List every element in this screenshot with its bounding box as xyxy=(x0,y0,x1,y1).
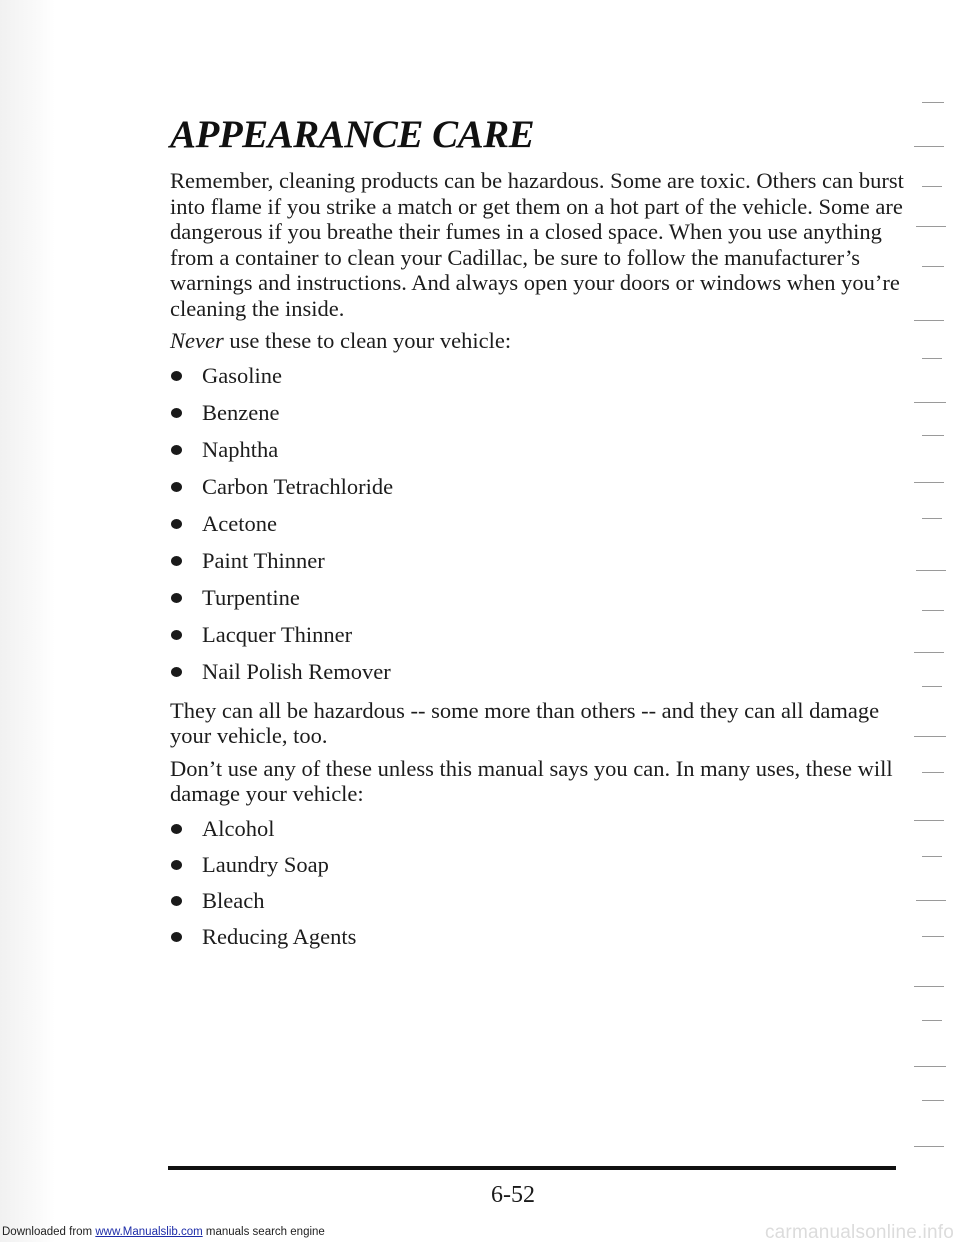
margin-mark xyxy=(914,402,946,403)
list-item-text: Carbon Tetrachloride xyxy=(202,473,394,499)
margin-mark xyxy=(922,435,944,436)
never-use-text: use these to clean your vehicle: xyxy=(223,328,512,353)
margin-mark xyxy=(922,936,944,937)
list-item-text: Paint Thinner xyxy=(202,547,325,573)
list-item xyxy=(170,472,910,509)
list-item xyxy=(170,509,910,546)
bullet-icon xyxy=(171,371,182,381)
margin-mark xyxy=(916,900,946,901)
list-item xyxy=(170,361,910,398)
list-item-text: Naphtha xyxy=(202,436,279,462)
bullet-icon xyxy=(171,593,182,603)
list-item xyxy=(170,657,910,694)
list-item-text: Lacquer Thinner xyxy=(202,621,353,647)
bullet-icon xyxy=(171,667,182,677)
list-item-text: Gasoline xyxy=(202,362,282,388)
scan-edge-shadow xyxy=(0,0,55,1242)
margin-mark xyxy=(922,358,942,359)
margin-mark xyxy=(916,570,946,571)
margin-mark xyxy=(914,986,944,987)
margin-mark xyxy=(914,146,944,147)
list-item xyxy=(170,814,910,850)
margin-mark xyxy=(922,686,942,687)
bullet-icon xyxy=(171,860,182,870)
margin-tick-marks xyxy=(908,90,953,1170)
margin-mark xyxy=(922,266,944,267)
list-item-text: Nail Polish Remover xyxy=(202,658,391,684)
never-emphasis: Never xyxy=(170,328,224,353)
margin-mark xyxy=(914,1146,944,1147)
list-item xyxy=(170,546,910,583)
list-item-text: Benzene xyxy=(202,399,280,425)
never-use-lead-in xyxy=(170,328,910,354)
bullet-icon xyxy=(171,824,182,834)
bullet-icon xyxy=(171,556,182,566)
margin-mark xyxy=(916,226,946,227)
bullet-icon xyxy=(171,445,182,455)
hazard-paragraph: They can all be hazardous -- some more than others -- and they can all damage your vehicle, too. xyxy=(170,697,880,748)
margin-mark xyxy=(922,102,944,103)
page-number: 6-52 xyxy=(491,1182,535,1208)
dont-use-paragraph: Don’t use any of these unless this manual says you can. In many uses, these will damage your vehicle: xyxy=(170,755,893,806)
damage-list xyxy=(170,814,910,958)
margin-mark xyxy=(914,1066,946,1067)
section-heading: APPEARANCE CARE xyxy=(170,113,535,156)
bullet-icon xyxy=(171,896,182,906)
footer-credit xyxy=(2,1226,325,1238)
list-item xyxy=(170,850,910,886)
bullet-icon xyxy=(171,408,182,418)
bullet-icon xyxy=(171,630,182,640)
margin-mark xyxy=(922,772,944,773)
margin-mark xyxy=(922,856,942,857)
margin-mark xyxy=(914,320,944,321)
list-item-text: Acetone xyxy=(202,510,277,536)
bullet-icon xyxy=(171,932,182,942)
bullet-icon xyxy=(171,519,182,529)
download-footer xyxy=(0,1224,960,1242)
list-item xyxy=(170,583,910,620)
list-item xyxy=(170,886,910,922)
watermark: carmanualsonline.info xyxy=(764,1222,954,1243)
margin-mark xyxy=(914,820,944,821)
margin-mark xyxy=(914,652,944,653)
footer-rule xyxy=(168,1166,896,1170)
footer-prefix: Downloaded from xyxy=(2,1226,96,1238)
margin-mark xyxy=(922,1020,942,1021)
page-content xyxy=(170,168,910,962)
margin-mark xyxy=(922,1100,944,1101)
list-item xyxy=(170,398,910,435)
intro-paragraph: Remember, cleaning products can be hazardous. Some are toxic. Others can burst into flame if you strike a match or get them on a hot part of the vehicle. Some are dangerous if you breathe their fumes in a closed space. When you use anything from a container to clean your Cadillac, be sure to follow the manufacturer’s warnings and instructions. And always open your doors or windows when you’re cleaning the inside. xyxy=(170,168,904,321)
never-use-list xyxy=(170,361,910,694)
margin-mark xyxy=(922,610,944,611)
list-item xyxy=(170,922,910,958)
margin-mark xyxy=(914,736,946,737)
margin-mark xyxy=(922,518,942,519)
list-item-text: Alcohol xyxy=(202,815,275,841)
bullet-icon xyxy=(171,482,182,492)
list-item-text: Laundry Soap xyxy=(202,851,329,877)
margin-mark xyxy=(922,186,942,187)
list-item xyxy=(170,435,910,472)
list-item-text: Bleach xyxy=(202,887,265,913)
margin-mark xyxy=(914,482,944,483)
manualslib-link[interactable]: www.Manualslib.com xyxy=(95,1226,203,1238)
list-item-text: Reducing Agents xyxy=(202,923,357,949)
list-item-text: Turpentine xyxy=(202,584,300,610)
footer-suffix: manuals search engine xyxy=(202,1226,325,1238)
list-item xyxy=(170,620,910,657)
